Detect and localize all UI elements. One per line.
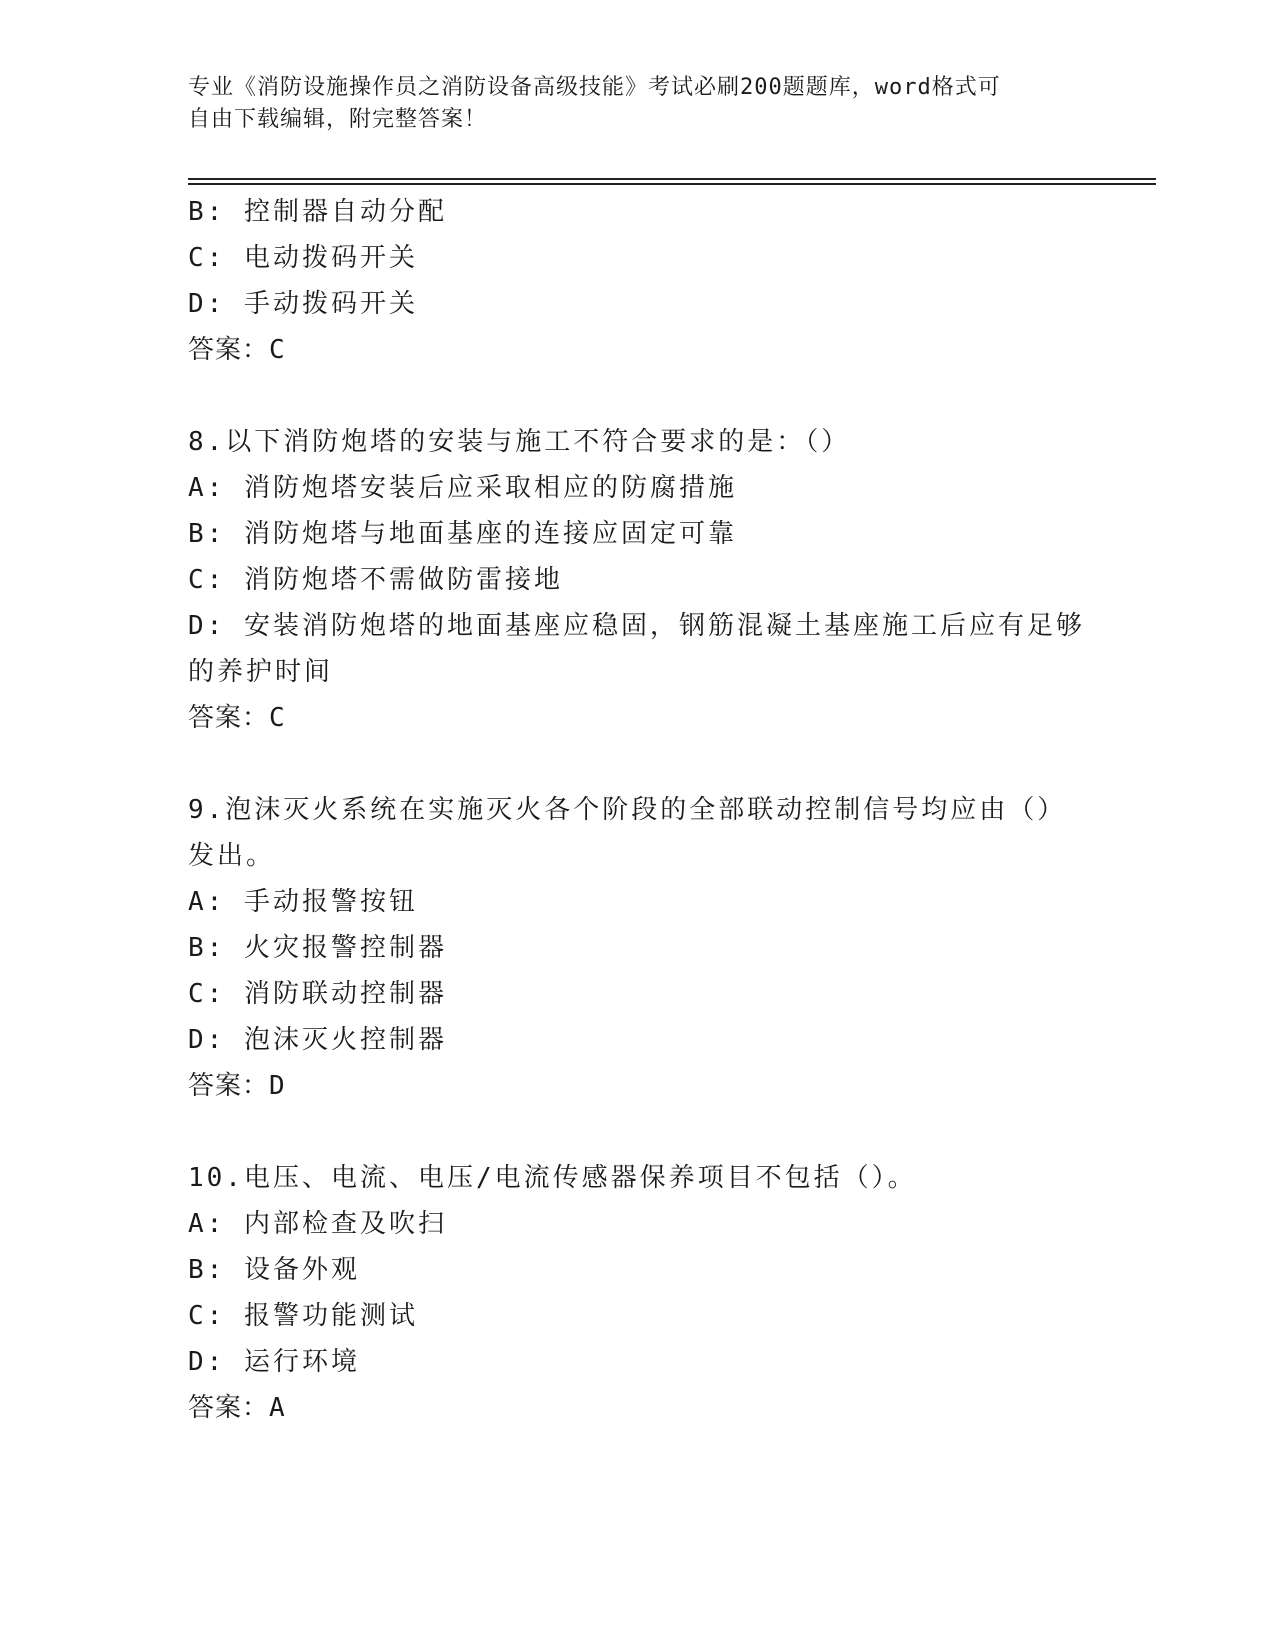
q8-answer: 答案：C <box>188 703 286 733</box>
q10-option-c: C: 报警功能测试 <box>188 1301 418 1331</box>
q8-option-c: C: 消防炮塔不需做防雷接地 <box>188 565 563 595</box>
q8-option-b: B: 消防炮塔与地面基座的连接应固定可靠 <box>188 519 737 549</box>
question-list <box>188 189 1088 1431</box>
q9-option-c: C: 消防联动控制器 <box>188 979 447 1009</box>
q7-option-d: D: 手动拨码开关 <box>188 289 418 319</box>
q7-option-c: C: 电动拨码开关 <box>188 243 418 273</box>
question-10 <box>188 1155 1088 1431</box>
question-7-tail <box>188 189 1088 373</box>
q8-option-a: A: 消防炮塔安装后应采取相应的防腐措施 <box>188 473 737 503</box>
spacer <box>188 1109 1088 1155</box>
spacer <box>188 373 1088 419</box>
q10-question: 10.电压、电流、电压/电流传感器保养项目不包括（）。 <box>188 1163 917 1193</box>
q10-answer: 答案：A <box>188 1393 286 1423</box>
header-divider-top <box>188 178 1156 180</box>
document-header <box>188 72 1068 136</box>
q8-option-d-line-2: 的养护时间 <box>188 657 334 687</box>
q9-option-d: D: 泡沫灭火控制器 <box>188 1025 447 1055</box>
q7-option-b: B: 控制器自动分配 <box>188 197 447 227</box>
q10-option-d: D: 运行环境 <box>188 1347 360 1377</box>
q7-answer: 答案：C <box>188 335 286 365</box>
header-divider-bottom <box>188 183 1156 185</box>
question-8 <box>188 419 1088 741</box>
q10-option-a: A: 内部检查及吹扫 <box>188 1209 447 1239</box>
q9-option-a: A: 手动报警按钮 <box>188 887 418 917</box>
q10-option-b: B: 设备外观 <box>188 1255 360 1285</box>
q9-answer: 答案：D <box>188 1071 286 1101</box>
q8-question: 8.以下消防炮塔的安装与施工不符合要求的是：（） <box>188 427 851 457</box>
question-9 <box>188 787 1088 1109</box>
q9-option-b: B: 火灾报警控制器 <box>188 933 447 963</box>
q9-question-line-2: 发出。 <box>188 841 276 871</box>
q8-option-d-line-1: D: 安装消防炮塔的地面基座应稳固，钢筋混凝土基座施工后应有足够 <box>188 611 1085 641</box>
spacer <box>188 741 1088 787</box>
header-line-1: 专业《消防设施操作员之消防设备高级技能》考试必刷200题题库，word格式可 <box>188 75 1001 100</box>
header-line-2: 自由下载编辑，附完整答案！ <box>188 107 488 132</box>
q9-question-line-1: 9.泡沫灭火系统在实施灭火各个阶段的全部联动控制信号均应由（） <box>188 795 1067 825</box>
